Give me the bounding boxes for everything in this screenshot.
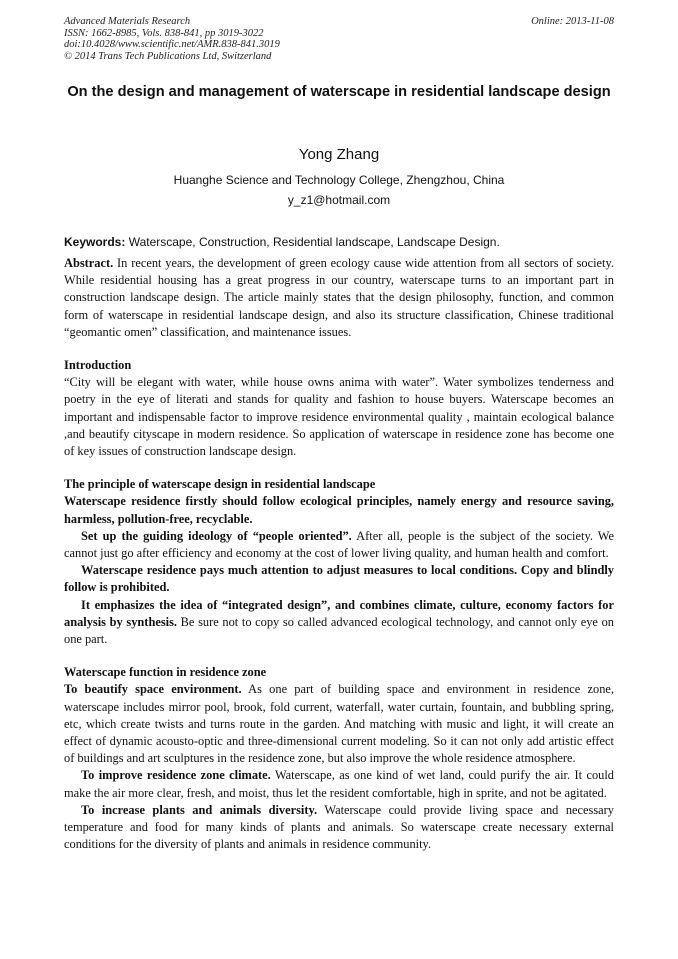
function-paragraph-2: To improve residence zone climate. Waterscape, as one kind of wet land, could purify the air. It could make the air more clear, fresh, and moist, thus let the resident comfortable, high in sprite, and not be agitated.	[64, 768, 614, 800]
function-paragraph-3: To increase plants and animals diversity. Waterscape could provide living space and necessary temperature and food for many kinds of plants and animals. So waterscape create necessary external conditions for the diversity of plants and animals in residence community.	[64, 802, 614, 852]
keywords-text: Waterscape, Construction, Residential landscape, Landscape Design.	[125, 235, 500, 249]
principle-paragraph-2: Set up the guiding ideology of “people oriented”. After all, people is the subject of the society. We cannot just go after efficiency and economy at the cost of lower living quality, and human health and comfort.	[64, 528, 614, 561]
issn-line: ISSN: 1662-8985, Vols. 838-841, pp 3019-3022	[64, 27, 264, 39]
principle-paragraph-1: Waterscape residence firstly should follow ecological principles, namely energy and resource saving, harmless, pollution-free, recyclable.	[64, 494, 614, 526]
journal-name: Advanced Materials Research	[64, 16, 191, 27]
keywords	[64, 235, 614, 249]
author-email: y_z1@hotmail.com	[287, 193, 391, 207]
function-heading: Waterscape function in residence zone	[64, 665, 267, 680]
journal-info	[64, 16, 280, 62]
principle-paragraph-4: It emphasizes the idea of “integrated design”, and combines climate, culture, economy factors for analysis by synthesis. Be sure not to copy so called advanced ecological technology, and cannot only eye on one part.	[64, 597, 614, 647]
principle-heading: The principle of waterscape design in residential landscape	[64, 477, 376, 492]
paper-body	[64, 255, 614, 854]
abstract-text: In recent years, the development of green ecology cause wide attention from all sectors of society. While residential housing has a great progress in our country, waterscape turns to an important part in construction landscape design. The article mainly states that the design philosophy, function, and common form of waterscape in residential landscape design, and also its structure classification, Chinese traditional “geomantic omen” classification, and maintenance issues.	[64, 256, 614, 339]
introduction-heading: Introduction	[64, 358, 132, 373]
abstract-label: Abstract.	[64, 256, 114, 270]
introduction-text: “City will be elegant with water, while house owns anima with water”. Water symbolizes tenderness and poetry in the eye of literati and stands for quality and fashion to house buyers. Waterscape becomes an important and indispensable factor to improve residence environmental quality , maintain ecological balance ,and beautify cityscape in modern residence. So application of waterscape in residence zone has become one of key issues of construction landscape design.	[64, 375, 614, 459]
affiliation: Huanghe Science and Technology College, Zhengzhou, China	[173, 173, 505, 187]
author-name: Yong Zhang	[298, 146, 380, 163]
copyright-line: © 2014 Trans Tech Publications Ltd, Switzerland	[64, 50, 272, 62]
principle-paragraph-3: Waterscape residence pays much attention to adjust measures to local conditions. Copy and blindly follow is prohibited.	[64, 563, 614, 595]
paper-title: On the design and management of waterscape in residential landscape design	[67, 84, 611, 100]
online-date: Online: 2013-11-08	[531, 16, 614, 27]
function-paragraph-1: To beautify space environment. As one part of building space and environment in residence zone, waterscape includes mirror pool, brook, fold current, waterfall, water curtain, fountain, and bubbling spring, etc, which create twists and turns route in the garden. And matching with music and light, it will create an effect of dynamic acousto-optic and three-dimensional current modeling. So it can not only add artistic effect of buildings and art sculptures in the residence zone, but also improve the whole residence atmosphere.	[64, 682, 614, 766]
keywords-label: Keywords:	[64, 235, 126, 249]
doi-line: doi:10.4028/www.scientific.net/AMR.838-841.3019	[64, 39, 280, 50]
abstract	[64, 255, 614, 341]
